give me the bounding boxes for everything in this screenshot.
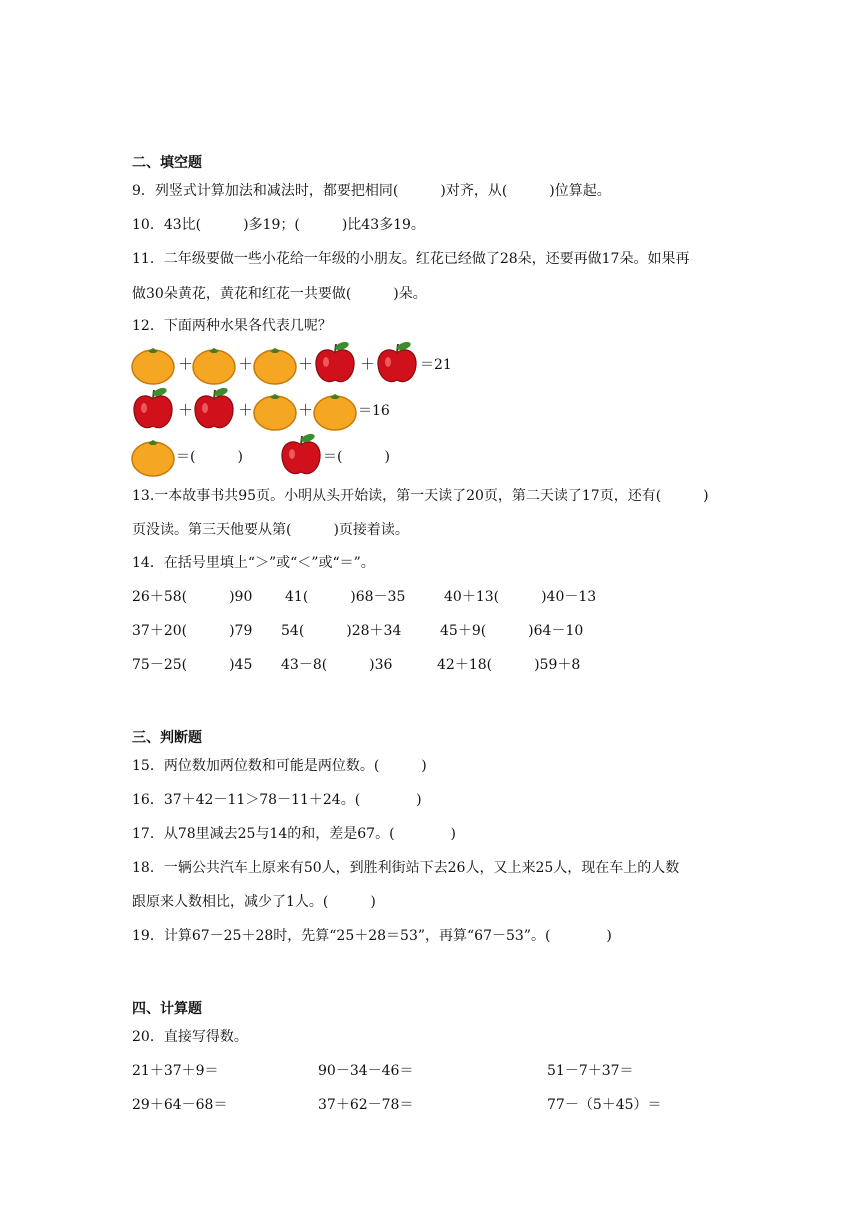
plus-sign: ＋	[298, 355, 314, 373]
plus-sign: ＋	[360, 355, 376, 373]
calc-item: 37＋62－78＝	[318, 1097, 414, 1113]
plus-sign: ＋	[178, 401, 194, 419]
compare-item: 43－8( )36	[281, 657, 393, 673]
equation-2-result: ＝16	[358, 403, 390, 419]
question-18-line1: 18．一辆公共汽车上原来有50人，到胜利街站下去26人，又上来25人，现在车上的人数	[132, 860, 680, 876]
question-18-line2: 跟原来人数相比，减少了1人。( )	[132, 894, 376, 910]
equation-1-result: ＝21	[420, 357, 452, 373]
orange-icon	[252, 342, 298, 386]
compare-item: 41( )68－35	[285, 589, 406, 605]
calc-item: 29＋64－68＝	[132, 1097, 228, 1113]
question-10: 10．43比( )多19；( )比43多19。	[132, 217, 425, 233]
plus-sign: ＋	[238, 401, 254, 419]
question-12-title: 12．下面两种水果各代表几呢？	[132, 318, 332, 334]
section-heading-fill: 二、填空题	[132, 155, 202, 171]
question-14-title: 14．在括号里填上“＞”或“＜”或“＝”。	[132, 555, 375, 571]
plus-sign: ＋	[178, 355, 194, 373]
orange-icon	[130, 434, 176, 478]
compare-item: 37＋20( )79	[132, 623, 253, 639]
plus-sign: ＋	[298, 401, 314, 419]
question-13-line1: 13.一本故事书共95页。小明从头开始读，第一天读了20页，第二天读了17页，还有( )	[132, 488, 709, 504]
question-13-line2: 页没读。第三天他要从第( )页接着读。	[132, 522, 409, 538]
orange-icon	[312, 388, 358, 432]
apple-icon	[312, 340, 358, 386]
calc-item: 51－7＋37＝	[547, 1063, 634, 1079]
question-9: 9．列竖式计算加法和减法时，都要把相同( )对齐，从( )位算起。	[132, 183, 611, 199]
orange-icon	[252, 388, 298, 432]
section-heading-calc: 四、计算题	[132, 1001, 202, 1017]
calc-item: 77－（5＋45）＝	[547, 1097, 662, 1113]
apple-icon	[374, 340, 420, 386]
plus-sign: ＋	[238, 355, 254, 373]
apple-icon	[278, 432, 324, 478]
apple-icon	[130, 386, 176, 432]
compare-item: 40＋13( )40－13	[444, 589, 597, 605]
compare-item: 54( )28＋34	[281, 623, 402, 639]
question-16: 16．37＋42－11＞78－11＋24。( )	[132, 792, 422, 808]
calc-item: 90－34－46＝	[318, 1063, 414, 1079]
apple-icon	[191, 386, 237, 432]
compare-item: 45＋9( )64－10	[440, 623, 584, 639]
orange-icon	[130, 342, 176, 386]
question-19: 19．计算67－25＋28时，先算“25＋28＝53”，再算“67－53”。( )	[132, 928, 612, 944]
calc-item: 21＋37＋9＝	[132, 1063, 219, 1079]
question-20-title: 20．直接写得数。	[132, 1029, 248, 1045]
question-11-line2: 做30朵黄花，黄花和红花一共要做( )朵。	[132, 286, 427, 302]
compare-item: 75－25( )45	[132, 657, 253, 673]
orange-icon	[191, 342, 237, 386]
apple-answer: ＝( )	[323, 449, 390, 465]
question-17: 17．从78里减去25与14的和，差是67。( )	[132, 826, 456, 842]
compare-item: 42＋18( )59＋8	[437, 657, 581, 673]
question-11-line1: 11．二年级要做一些小花给一年级的小朋友。红花已经做了28朵，还要再做17朵。如果再	[132, 251, 690, 267]
compare-item: 26＋58( )90	[132, 589, 253, 605]
orange-answer: ＝( )	[176, 449, 243, 465]
question-15: 15．两位数加两位数和可能是两位数。( )	[132, 758, 427, 774]
section-heading-judge: 三、判断题	[132, 730, 202, 746]
